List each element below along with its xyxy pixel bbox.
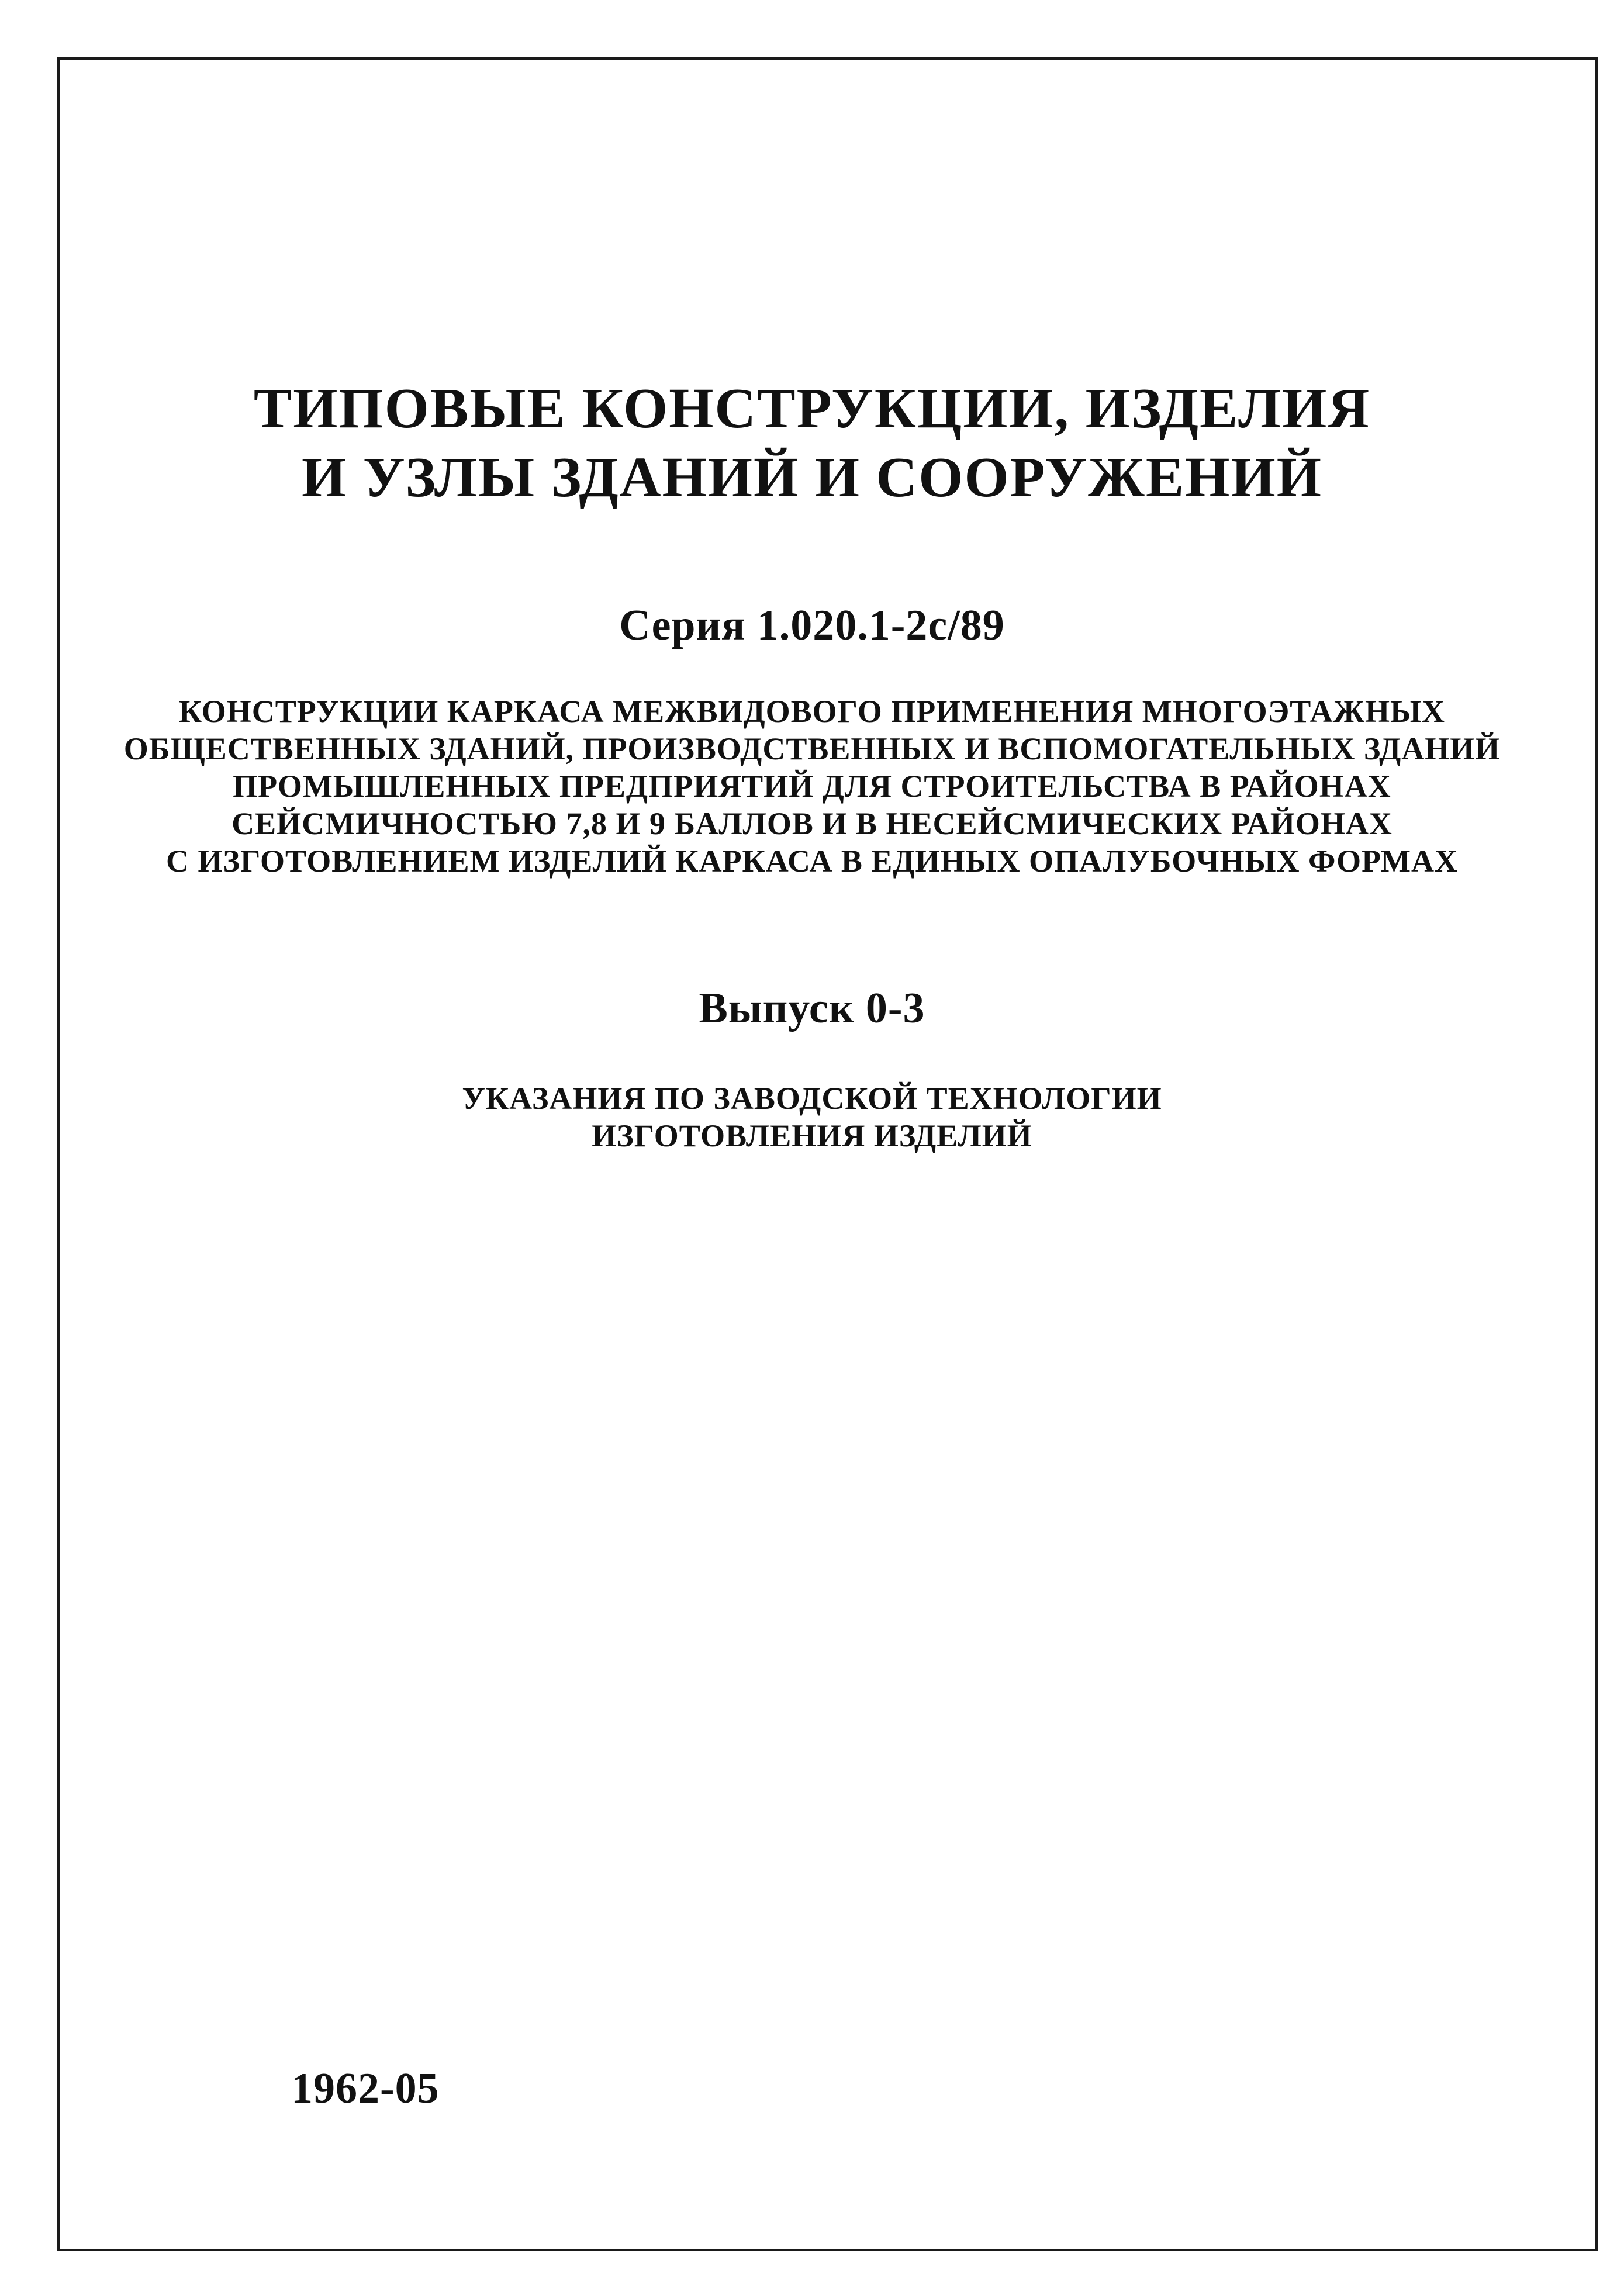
series-label: Серия 1.020.1-2с/89 xyxy=(619,602,1005,649)
description-line: СЕЙСМИЧНОСТЬЮ 7,8 И 9 БАЛЛОВ И В НЕСЕЙСМИЧЕСКИХ РАЙОНАХ xyxy=(231,806,1393,841)
subject-line: УКАЗАНИЯ ПО ЗАВОДСКОЙ ТЕХНОЛОГИИ xyxy=(462,1081,1162,1116)
document-title xyxy=(0,374,1624,512)
description-line: ПРОМЫШЛЕННЫХ ПРЕДПРИЯТИЙ ДЛЯ СТРОИТЕЛЬСТВА В РАЙОНАХ xyxy=(233,769,1391,804)
title-line: ТИПОВЫЕ КОНСТРУКЦИИ, ИЗДЕЛИЯ xyxy=(253,377,1371,440)
document-code: 1962-05 xyxy=(291,2065,440,2113)
issue-label: Выпуск 0-3 xyxy=(699,984,925,1032)
description-line: ОБЩЕСТВЕННЫХ ЗДАНИЙ, ПРОИЗВОДСТВЕННЫХ И ВСПОМОГАТЕЛЬНЫХ ЗДАНИЙ xyxy=(123,731,1501,766)
series-description xyxy=(0,693,1624,880)
subject-line: ИЗГОТОВЛЕНИЯ ИЗДЕЛИЙ xyxy=(592,1118,1032,1153)
title-line: И УЗЛЫ ЗДАНИЙ И СООРУЖЕНИЙ xyxy=(302,446,1322,509)
description-line: КОНСТРУКЦИИ КАРКАСА МЕЖВИДОВОГО ПРИМЕНЕНИЯ МНОГОЭТАЖНЫХ xyxy=(178,694,1446,729)
issue-subject xyxy=(0,1080,1624,1154)
description-line: С ИЗГОТОВЛЕНИЕМ ИЗДЕЛИЙ КАРКАСА В ЕДИНЫХ ОПАЛУБОЧНЫХ ФОРМАХ xyxy=(165,844,1459,879)
